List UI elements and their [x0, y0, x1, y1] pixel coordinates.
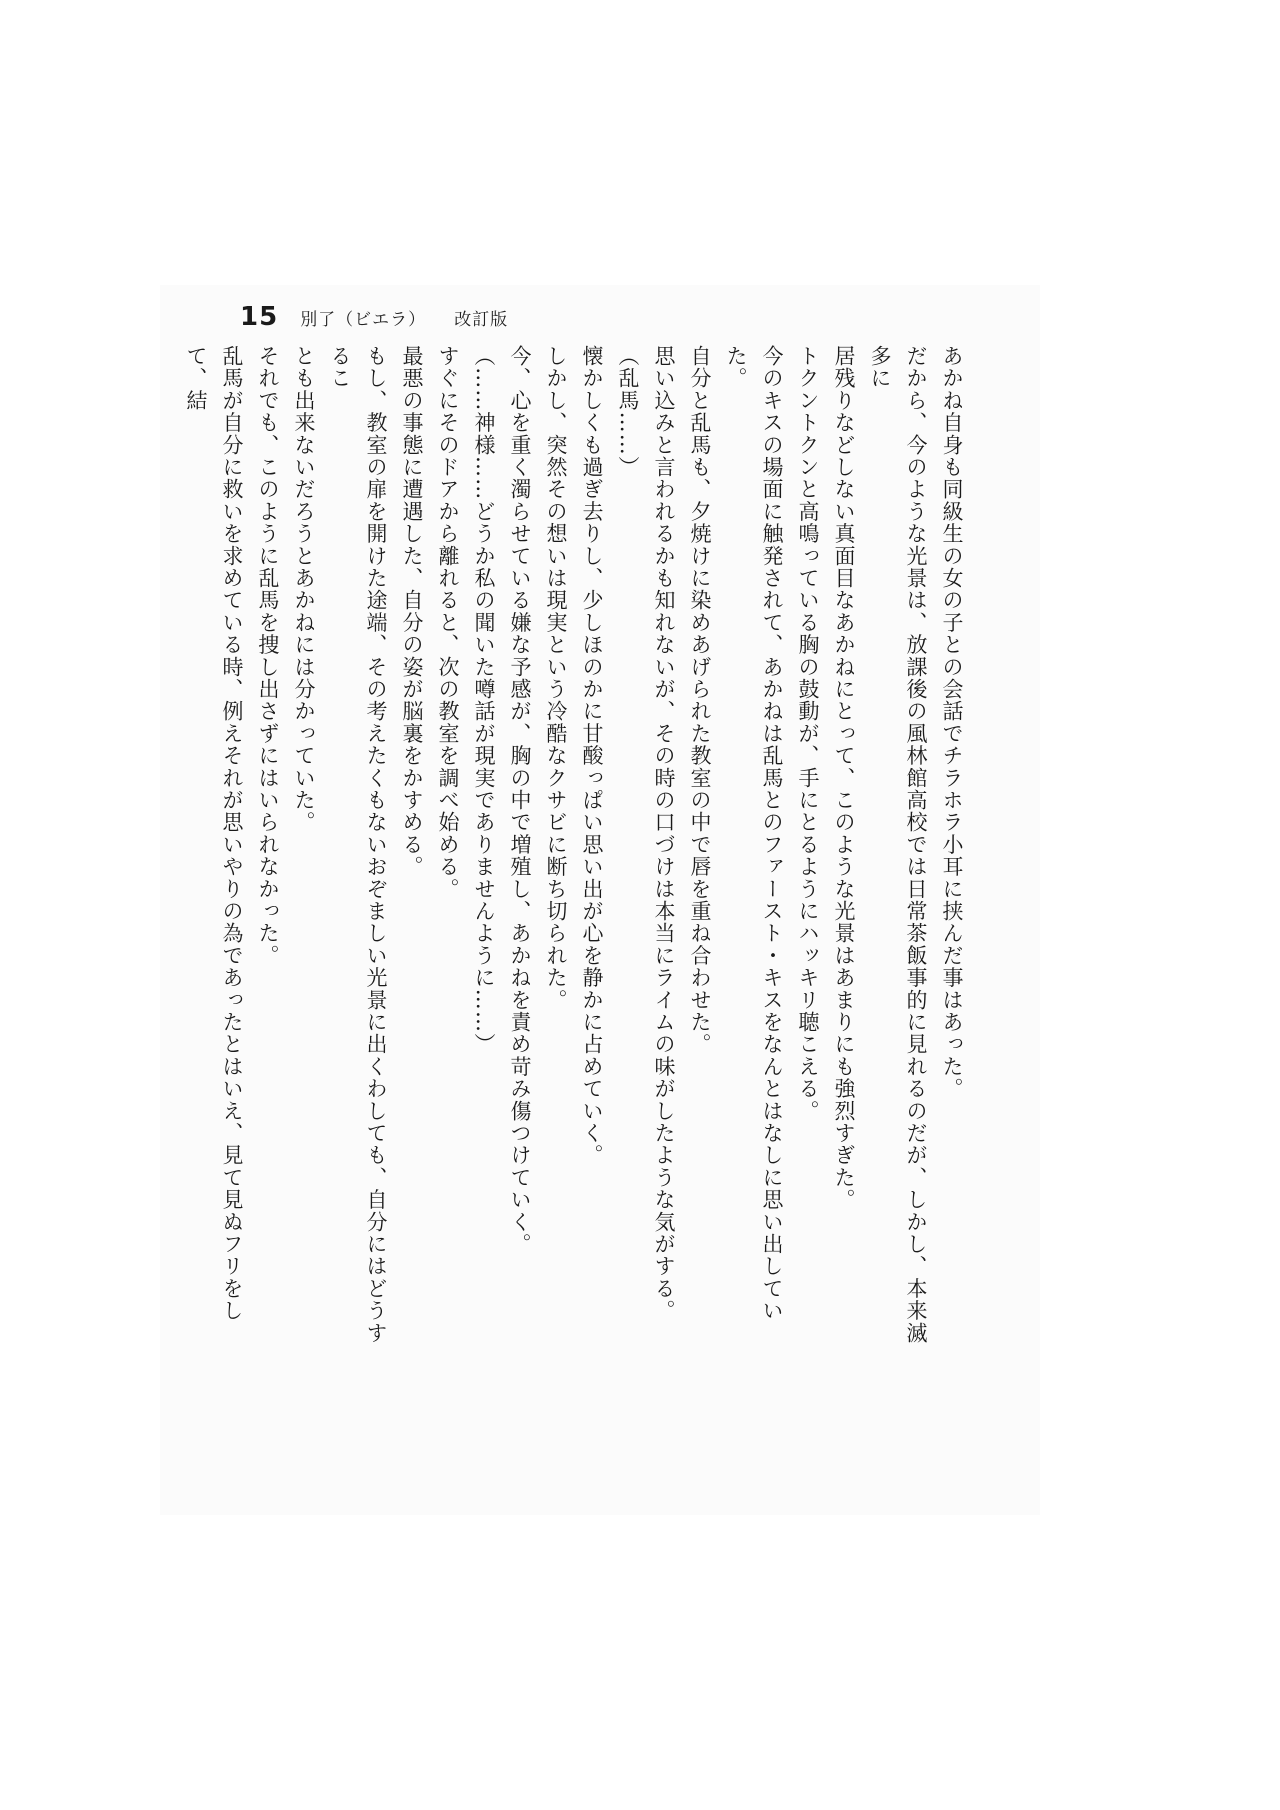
- running-subtitle: 改訂版: [454, 310, 509, 330]
- page-number: 15: [240, 302, 279, 332]
- text-line: 乱馬が自分に救いを求めている時、例えそれが思いやりの為であったとはいえ、見て見ぬフリをして、結: [184, 345, 244, 1322]
- text-line: とも出来ないだろうとあかねには分かっていた。: [292, 345, 316, 834]
- page-header: [240, 302, 508, 342]
- text-line: 居残りなどしない真面目なあかねにとって、このような光景はあまりにも強烈すぎた。: [832, 345, 856, 1211]
- text-line: もし、教室の扉を開けた途端、その考えたくもないおぞましい光景に出くわしても、自分にはどうするこ: [328, 345, 388, 1344]
- text-line: トクントクンと高鳴っている胸の鼓動が、手にとるようにハッキリ聴こえる。: [796, 345, 820, 1122]
- text-line: 最悪の事態に遭遇した、自分の姿が脳裏をかすめる。: [400, 345, 424, 878]
- text-line: 思い込みと言われるかも知れないが、その時の口づけは本当にライムの味がしたような気がする。: [652, 345, 676, 1322]
- text-line: あかね自身も同級生の女の子との会話でチラホラ小耳に挟んだ事はあった。: [940, 345, 964, 1100]
- text-line: （……神様……どうか私の聞いた噂話が現実でありませんように……）: [472, 345, 496, 1056]
- text-line: それでも、このように乱馬を捜し出さずにはいられなかった。: [256, 345, 280, 967]
- running-title: 別了（ビエラ）: [300, 310, 427, 330]
- text-line: 今のキスの場面に触発されて、あかねは乱馬とのファースト・キスをなんとはなしに思い出していた。: [724, 345, 784, 1322]
- text-line: すぐにそのドアから離れると、次の教室を調べ始める。: [436, 345, 460, 900]
- text-line: 今、心を重く濁らせている嫌な予感が、胸の中で増殖し、あかねを責め苛み傷つけていく。: [508, 345, 532, 1256]
- text-line: しかし、突然その想いは現実という冷酷なクサビに断ち切られた。: [544, 345, 568, 1011]
- text-line: 自分と乱馬も、夕焼けに染めあげられた教室の中で唇を重ね合わせた。: [688, 345, 712, 1056]
- text-line: （乱馬……）: [616, 345, 640, 479]
- vertical-body-text: [178, 345, 970, 1355]
- text-line: 懐かしくも過ぎ去りし、少しほのかに甘酸っぱい思い出が心を静かに占めていく。: [580, 345, 604, 1167]
- text-line: だから、今のような光景は、放課後の風林館高校では日常茶飯事的に見れるのだが、しかし、本来滅多に: [868, 345, 928, 1344]
